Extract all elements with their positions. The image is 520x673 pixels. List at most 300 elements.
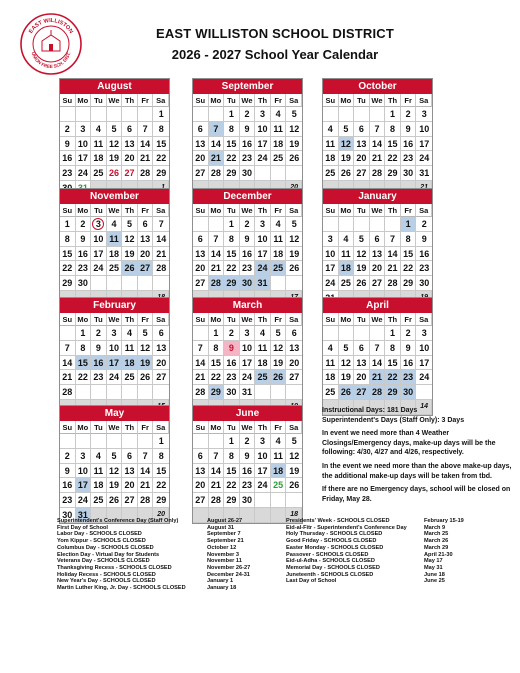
day-cell: 19 <box>354 261 370 276</box>
weekday-label: Sa <box>286 94 302 107</box>
day-cell: 3 <box>255 107 271 122</box>
day-cell: 23 <box>401 151 417 166</box>
day-cell: 24 <box>76 166 92 181</box>
day-cell: 23 <box>240 261 256 276</box>
day-cell: 19 <box>122 247 138 262</box>
weekday-label: Sa <box>416 94 432 107</box>
day-cell: 11 <box>122 341 138 356</box>
weekday-label: Fr <box>138 94 154 107</box>
day-cell: 10 <box>255 122 271 137</box>
empty-cell <box>138 434 154 449</box>
day-cell: 2 <box>240 217 256 232</box>
day-cell: 7 <box>209 232 225 247</box>
empty-cell <box>209 434 225 449</box>
makeup-days-note: In event we need more than 4 Weather Closings/Emergency days, make-up days will be the following: 4/30, 4/27 and 4/26, respectively. <box>322 430 496 457</box>
day-cell: 14 <box>370 356 386 371</box>
day-cell: 25 <box>122 370 138 385</box>
empty-cell <box>122 107 138 122</box>
day-cell: 5 <box>286 434 302 449</box>
event-date: January 1 <box>207 578 234 585</box>
day-cell: 11 <box>323 137 339 152</box>
event-label: New Year's Day - SCHOOLS CLOSED <box>57 578 156 585</box>
day-cell: 11 <box>107 232 123 247</box>
weekday-label: Su <box>323 204 339 217</box>
event-date: November 26-27 <box>207 564 251 571</box>
empty-cell <box>138 107 154 122</box>
day-cell: 9 <box>76 232 92 247</box>
day-cell: 20 <box>286 356 302 371</box>
event-date: May 31 <box>424 564 443 571</box>
day-cell: 5 <box>107 122 123 137</box>
day-cell: 23 <box>224 370 240 385</box>
day-cell: 25 <box>271 478 287 493</box>
day-cell: 30 <box>240 276 256 291</box>
empty-cell <box>354 217 370 232</box>
day-cell: 20 <box>193 478 209 493</box>
weekday-label: Fr <box>271 94 287 107</box>
day-cell: 13 <box>354 356 370 371</box>
day-cell: 18 <box>91 478 107 493</box>
day-cell: 6 <box>193 232 209 247</box>
empty-cell <box>122 385 138 400</box>
day-cell: 16 <box>240 464 256 479</box>
day-cell: 8 <box>385 122 401 137</box>
day-cell: 5 <box>271 326 287 341</box>
day-cell: 22 <box>76 370 92 385</box>
month-title: February <box>60 298 169 313</box>
weekday-label: Tu <box>91 421 107 434</box>
day-cell: 12 <box>286 449 302 464</box>
day-cell: 17 <box>107 356 123 371</box>
event-label: Good Friday - SCHOOLS CLOSED <box>286 538 377 545</box>
day-cell: 21 <box>193 370 209 385</box>
day-cell: 7 <box>138 122 154 137</box>
day-cell: 30 <box>416 276 432 291</box>
day-cell: 8 <box>224 449 240 464</box>
weekday-label: Mo <box>76 204 92 217</box>
day-cell: 5 <box>339 341 355 356</box>
event-date: December 24-31 <box>207 571 250 578</box>
day-cell: 8 <box>224 232 240 247</box>
day-cell: 30 <box>401 166 417 181</box>
empty-cell <box>153 276 169 291</box>
day-cell: 11 <box>91 464 107 479</box>
weekday-label: Mo <box>339 204 355 217</box>
day-cell: 7 <box>153 217 169 232</box>
empty-cell <box>209 217 225 232</box>
day-cell: 9 <box>240 122 256 137</box>
day-cell: 26 <box>122 261 138 276</box>
day-cell: 29 <box>224 493 240 508</box>
empty-cell <box>255 493 271 508</box>
empty-cell <box>286 493 302 508</box>
day-cell: 12 <box>138 341 154 356</box>
month-title: June <box>193 406 302 421</box>
events-left-labels <box>57 518 207 592</box>
day-cell: 29 <box>153 493 169 508</box>
day-cell: 11 <box>271 232 287 247</box>
day-cell: 8 <box>401 232 417 247</box>
day-cell: 19 <box>339 370 355 385</box>
month-november <box>59 188 170 307</box>
day-cell: 8 <box>224 122 240 137</box>
day-cell: 13 <box>122 464 138 479</box>
day-cell: 1 <box>224 217 240 232</box>
day-cell: 22 <box>153 478 169 493</box>
day-cell: 25 <box>91 166 107 181</box>
day-cell: 19 <box>138 356 154 371</box>
day-cell: 8 <box>76 341 92 356</box>
event-label: Presidents' Week - SCHOOLS CLOSED <box>286 518 390 524</box>
day-cell: 19 <box>107 151 123 166</box>
day-cell: 20 <box>122 151 138 166</box>
event-label: Election Day - Virtual Day for Students <box>57 551 160 558</box>
event-date: January 18 <box>207 585 237 592</box>
month-title: August <box>60 79 169 94</box>
day-cell: 19 <box>107 478 123 493</box>
day-cell: 27 <box>286 370 302 385</box>
weekday-label: Mo <box>76 94 92 107</box>
day-cell: 15 <box>76 356 92 371</box>
day-cell: 27 <box>193 166 209 181</box>
event-date: August 26-27 <box>207 518 243 524</box>
day-count: 20 <box>153 508 169 523</box>
day-cell: 6 <box>354 122 370 137</box>
day-cell: 17 <box>76 151 92 166</box>
day-cell: 20 <box>193 261 209 276</box>
empty-cell <box>271 276 287 291</box>
event-date: May 17 <box>424 558 443 565</box>
day-cell: 27 <box>370 276 386 291</box>
day-cell: 28 <box>209 276 225 291</box>
day-cell: 20 <box>354 151 370 166</box>
day-cell: 7 <box>385 232 401 247</box>
empty-cell <box>323 107 339 122</box>
day-cell: 16 <box>416 247 432 262</box>
weekday-label: Th <box>255 94 271 107</box>
day-cell: 28 <box>153 261 169 276</box>
day-cell: 23 <box>401 370 417 385</box>
event-date: November 11 <box>207 558 242 565</box>
header <box>0 0 520 80</box>
empty-cell <box>153 385 169 400</box>
day-cell: 10 <box>323 247 339 262</box>
empty-cell <box>286 276 302 291</box>
day-cell: 27 <box>153 370 169 385</box>
day-cell: 10 <box>416 341 432 356</box>
day-cell: 4 <box>255 326 271 341</box>
day-cell: 28 <box>138 493 154 508</box>
day-cell: 16 <box>60 151 76 166</box>
event-label: Easter Monday - SCHOOLS CLOSED <box>286 544 384 551</box>
day-cell: 26 <box>138 370 154 385</box>
event-label: Labor Day - SCHOOLS CLOSED <box>57 531 142 538</box>
day-cell: 22 <box>209 370 225 385</box>
day-cell: 22 <box>60 261 76 276</box>
day-cell: 23 <box>60 166 76 181</box>
day-cell: 6 <box>286 326 302 341</box>
day-cell: 9 <box>401 341 417 356</box>
weekday-label: Su <box>60 94 76 107</box>
weekday-label: Tu <box>91 94 107 107</box>
event-date: October 12 <box>207 544 237 551</box>
day-cell: 18 <box>271 137 287 152</box>
day-cell: 14 <box>138 137 154 152</box>
empty-cell <box>370 107 386 122</box>
empty-cell <box>271 385 287 400</box>
day-cell: 31 <box>255 276 271 291</box>
day-cell: 13 <box>370 247 386 262</box>
day-cell: 5 <box>339 122 355 137</box>
weekday-label: We <box>240 313 256 326</box>
events-left-dates <box>207 518 287 592</box>
empty-cell <box>255 166 271 181</box>
empty-cell <box>255 385 271 400</box>
page-subtitle: 2026 - 2027 School Year Calendar <box>171 47 379 62</box>
day-cell: 16 <box>76 247 92 262</box>
empty-cell <box>76 107 92 122</box>
day-cell: 29 <box>224 166 240 181</box>
weekday-label: Th <box>385 204 401 217</box>
day-cell: 2 <box>240 107 256 122</box>
day-cell: 29 <box>209 385 225 400</box>
day-cell: 15 <box>401 247 417 262</box>
day-cell: 8 <box>153 122 169 137</box>
weekday-label: Th <box>122 421 138 434</box>
day-cell: 2 <box>240 434 256 449</box>
day-cell: 2 <box>60 449 76 464</box>
event-date: April 21-30 <box>424 551 453 558</box>
weekday-label: Mo <box>209 94 225 107</box>
day-cell: 31 <box>240 385 256 400</box>
day-cell: 18 <box>255 356 271 371</box>
day-cell: 30 <box>401 385 417 400</box>
day-cell: 20 <box>153 356 169 371</box>
day-cell: 13 <box>138 232 154 247</box>
day-cell: 30 <box>224 385 240 400</box>
day-cell: 12 <box>339 356 355 371</box>
day-cell: 25 <box>107 261 123 276</box>
day-cell: 17 <box>240 356 256 371</box>
empty-cell <box>339 326 355 341</box>
day-cell: 15 <box>60 247 76 262</box>
day-cell: 12 <box>271 341 287 356</box>
day-cell: 19 <box>286 247 302 262</box>
empty-cell <box>209 107 225 122</box>
event-label: Thanksgiving Recess - SCHOOLS CLOSED <box>57 564 172 571</box>
month-april <box>322 297 433 416</box>
event-label: First Day of School <box>57 524 108 531</box>
day-cell: 1 <box>401 217 417 232</box>
day-cell: 24 <box>76 493 92 508</box>
weekday-label: Fr <box>401 204 417 217</box>
day-cell: 27 <box>122 166 138 181</box>
day-cell: 30 <box>76 276 92 291</box>
day-cell: 12 <box>286 122 302 137</box>
weekday-label: We <box>107 421 123 434</box>
empty-cell <box>60 326 76 341</box>
day-cell: 15 <box>224 137 240 152</box>
day-cell: 21 <box>209 478 225 493</box>
empty-cell <box>271 166 287 181</box>
day-cell: 3 <box>76 449 92 464</box>
empty-cell <box>370 217 386 232</box>
day-cell: 15 <box>153 464 169 479</box>
day-cell: 29 <box>385 385 401 400</box>
day-cell: 3 <box>416 107 432 122</box>
weekday-label: Sa <box>286 421 302 434</box>
day-cell: 28 <box>193 385 209 400</box>
event-label: Eid-ul-Adha - SCHOOLS CLOSED <box>286 558 375 565</box>
day-cell: 10 <box>240 341 256 356</box>
day-cell: 8 <box>209 341 225 356</box>
empty-cell <box>271 493 287 508</box>
day-cell: 10 <box>416 122 432 137</box>
day-cell: 25 <box>271 151 287 166</box>
svg-text:EAST WILLISTON: EAST WILLISTON <box>28 17 74 35</box>
day-cell: 4 <box>107 217 123 232</box>
day-cell: 30 <box>240 493 256 508</box>
day-cell: 28 <box>385 276 401 291</box>
day-cell: 7 <box>138 449 154 464</box>
day-cell: 2 <box>76 217 92 232</box>
empty-cell <box>193 107 209 122</box>
day-cell: 13 <box>354 137 370 152</box>
day-cell: 4 <box>122 326 138 341</box>
day-cell: 6 <box>122 449 138 464</box>
day-cell: 6 <box>193 122 209 137</box>
day-cell: 1 <box>224 434 240 449</box>
day-cell: 24 <box>416 370 432 385</box>
day-cell: 1 <box>153 107 169 122</box>
day-cell: 2 <box>91 326 107 341</box>
weekday-label: Fr <box>401 94 417 107</box>
day-cell: 2 <box>224 326 240 341</box>
day-cell: 20 <box>370 261 386 276</box>
empty-cell <box>193 217 209 232</box>
empty-cell <box>354 326 370 341</box>
day-cell: 15 <box>224 247 240 262</box>
event-date: September 7 <box>207 531 241 538</box>
day-cell: 29 <box>224 276 240 291</box>
day-cell: 17 <box>416 137 432 152</box>
month-title: January <box>323 189 432 204</box>
month-title: November <box>60 189 169 204</box>
month-december <box>192 188 303 307</box>
empty-cell <box>107 385 123 400</box>
day-cell: 13 <box>193 247 209 262</box>
event-label: Last Day of School <box>286 578 337 585</box>
day-cell: 7 <box>193 341 209 356</box>
day-cell: 10 <box>76 137 92 152</box>
day-cell: 3 <box>91 217 107 232</box>
day-cell: 25 <box>271 261 287 276</box>
day-cell: 2 <box>416 217 432 232</box>
day-cell: 31 <box>76 508 92 523</box>
event-date: March 9 <box>424 524 446 531</box>
event-label: Veterans Day - SCHOOLS CLOSED <box>57 558 150 565</box>
day-cell: 23 <box>240 478 256 493</box>
day-cell: 12 <box>339 137 355 152</box>
day-cell: 6 <box>193 449 209 464</box>
day-cell: 11 <box>339 247 355 262</box>
day-cell: 13 <box>286 341 302 356</box>
day-cell: 12 <box>122 232 138 247</box>
day-cell: 18 <box>122 356 138 371</box>
weekday-label: Tu <box>354 313 370 326</box>
event-date: August 31 <box>207 524 235 531</box>
day-cell: 8 <box>60 232 76 247</box>
day-cell: 26 <box>354 276 370 291</box>
weekday-label: Sa <box>153 313 169 326</box>
weekday-label: We <box>107 204 123 217</box>
day-cell: 3 <box>76 122 92 137</box>
day-cell: 6 <box>354 341 370 356</box>
day-cell: 11 <box>323 356 339 371</box>
empty-cell <box>286 166 302 181</box>
day-cell: 6 <box>138 217 154 232</box>
weekday-label: We <box>107 94 123 107</box>
weekday-label: Fr <box>271 204 287 217</box>
day-cell: 18 <box>271 464 287 479</box>
day-cell: 7 <box>209 122 225 137</box>
events-right-labels <box>286 518 436 585</box>
empty-cell <box>76 385 92 400</box>
day-cell: 30 <box>240 166 256 181</box>
weekday-label: Tu <box>224 313 240 326</box>
empty-cell <box>339 217 355 232</box>
weekday-label: Mo <box>209 204 225 217</box>
day-cell: 13 <box>122 137 138 152</box>
day-cell: 3 <box>107 326 123 341</box>
day-cell: 25 <box>339 276 355 291</box>
day-cell: 4 <box>323 341 339 356</box>
empty-cell <box>60 107 76 122</box>
day-cell: 7 <box>209 449 225 464</box>
day-cell: 17 <box>76 478 92 493</box>
day-cell: 14 <box>209 247 225 262</box>
day-cell: 16 <box>401 356 417 371</box>
event-date: March 26 <box>424 538 449 545</box>
month-title: October <box>323 79 432 94</box>
weekday-label: Fr <box>271 421 287 434</box>
month-september <box>192 78 303 197</box>
event-label: Passover - SCHOOLS CLOSED <box>286 551 369 558</box>
month-title: March <box>193 298 302 313</box>
weekday-label: Mo <box>209 421 225 434</box>
empty-cell <box>370 326 386 341</box>
day-cell: 4 <box>271 107 287 122</box>
empty-cell <box>91 107 107 122</box>
day-cell: 1 <box>153 434 169 449</box>
info-panel <box>322 406 512 508</box>
day-cell: 1 <box>60 217 76 232</box>
day-cell: 12 <box>286 232 302 247</box>
empty-cell <box>107 107 123 122</box>
day-cell: 21 <box>209 261 225 276</box>
month-title: May <box>60 406 169 421</box>
day-cell: 9 <box>224 341 240 356</box>
day-cell: 2 <box>401 326 417 341</box>
weekday-label: Sa <box>286 204 302 217</box>
day-cell: 16 <box>240 247 256 262</box>
day-cell: 28 <box>209 493 225 508</box>
day-cell: 1 <box>209 326 225 341</box>
day-cell: 21 <box>370 370 386 385</box>
day-cell: 14 <box>138 464 154 479</box>
day-cell: 12 <box>107 464 123 479</box>
empty-cell <box>286 385 302 400</box>
